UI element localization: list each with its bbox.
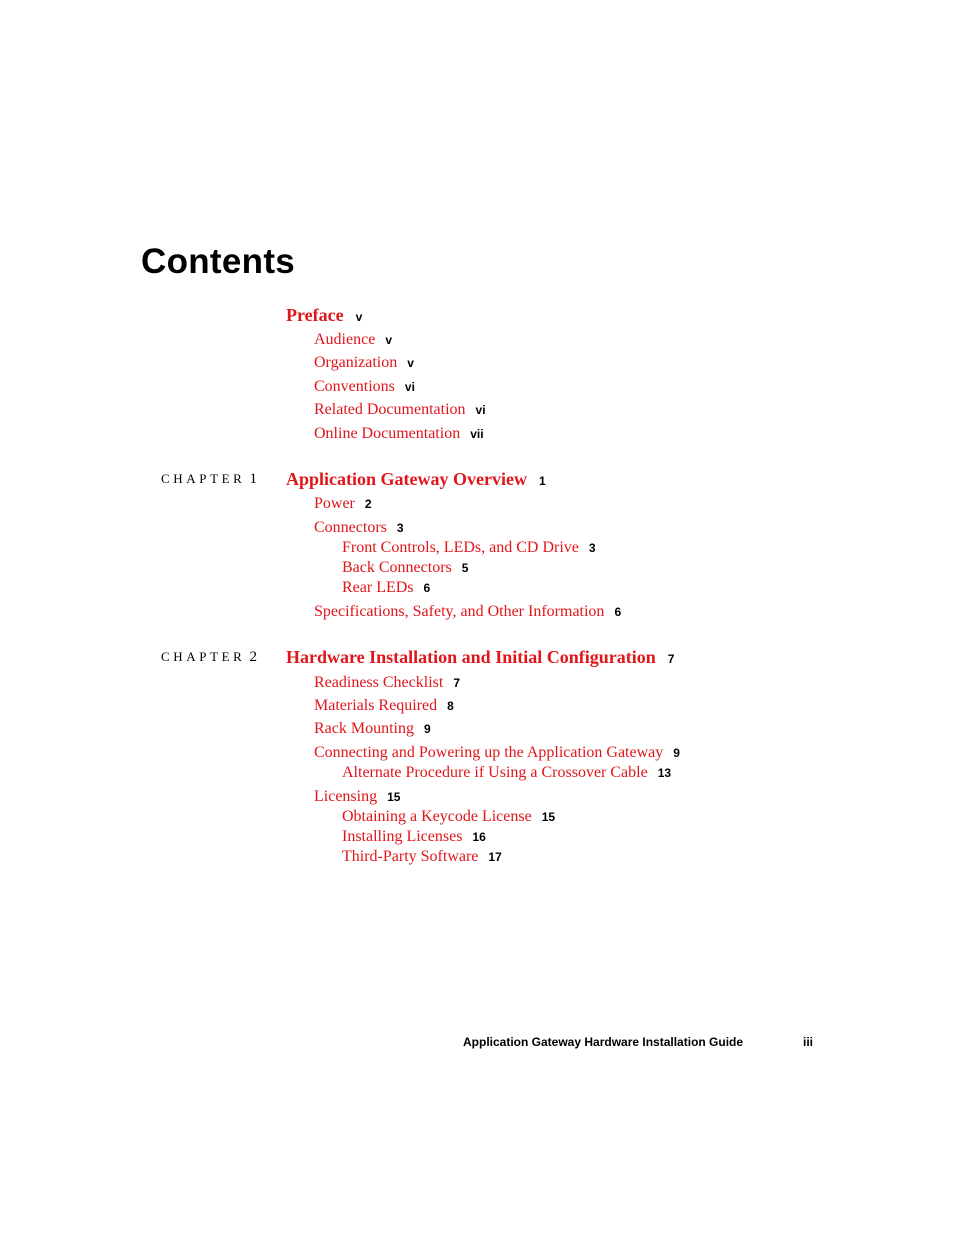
toc-entry-rear-leds[interactable] [342, 578, 430, 598]
toc-link[interactable]: Rear LEDs [342, 579, 414, 596]
toc-link[interactable]: Connecting and Powering up the Application Gateway [314, 744, 664, 761]
page-number: 15 [387, 790, 401, 804]
page-number: 5 [461, 561, 469, 575]
page-number: 9 [673, 746, 680, 760]
chapter-word: CHAPTER [161, 649, 246, 664]
page-number: 1 [538, 474, 546, 488]
toc-entry-chapter-1[interactable] [286, 469, 546, 491]
toc-link[interactable]: Online Documentation [314, 425, 461, 442]
toc-link[interactable]: Front Controls, LEDs, and CD Drive [342, 539, 579, 556]
page-number: 13 [657, 766, 672, 780]
toc-entry-rack-mounting[interactable] [314, 719, 431, 739]
toc-link[interactable]: Obtaining a Keycode License [342, 808, 532, 825]
toc-link[interactable]: Power [314, 495, 355, 512]
toc-entry-connecting-powering[interactable] [314, 743, 680, 763]
toc-entry-third-party-software[interactable] [342, 847, 502, 867]
toc-link[interactable]: Back Connectors [342, 559, 452, 576]
toc-link[interactable]: Connectors [314, 519, 387, 536]
toc-entry-installing-licenses[interactable] [342, 827, 486, 847]
toc-link[interactable]: Third-Party Software [342, 848, 479, 865]
toc-entry-related-documentation[interactable] [314, 400, 486, 420]
page-number: 6 [423, 581, 431, 595]
page-number: 2 [364, 497, 372, 511]
toc-entry-readiness-checklist[interactable] [314, 673, 460, 693]
page-number: v [385, 333, 392, 347]
page-number: vi [475, 403, 486, 417]
toc-link[interactable]: Specifications, Safety, and Other Information [314, 603, 605, 620]
toc-entry-licensing[interactable] [314, 787, 400, 807]
toc-entry-materials-required[interactable] [314, 696, 454, 716]
footer-book-title: Application Gateway Hardware Installation Guide [463, 1035, 744, 1049]
chapter-label-1 [161, 469, 257, 489]
toc-entry-specifications[interactable] [314, 602, 621, 622]
toc-entry-organization[interactable] [314, 353, 414, 373]
chapter-number: 1 [249, 471, 257, 487]
page-number: 8 [447, 699, 454, 713]
toc-entry-online-documentation[interactable] [314, 424, 484, 444]
toc-entry-chapter-2[interactable] [286, 647, 674, 669]
toc-entry-crossover-cable[interactable] [342, 763, 671, 783]
toc-entry-conventions[interactable] [314, 377, 415, 397]
toc-link[interactable]: Installing Licenses [342, 828, 463, 845]
page-number: vi [404, 380, 415, 394]
toc-link[interactable]: Preface [286, 305, 344, 325]
page-number: 7 [453, 676, 460, 690]
chapter-number: 2 [249, 649, 257, 665]
toc-entry-front-controls[interactable] [342, 538, 596, 558]
page-number: 17 [488, 850, 502, 864]
page-number: 7 [667, 652, 675, 666]
page-number: 16 [472, 830, 486, 844]
toc-link[interactable]: Rack Mounting [314, 720, 414, 737]
toc-link[interactable]: Alternate Procedure if Using a Crossover Cable [342, 764, 648, 781]
toc-entry-power[interactable] [314, 494, 372, 514]
toc-link[interactable]: Organization [314, 354, 398, 371]
toc-entry-connectors[interactable] [314, 518, 404, 538]
page-number: 9 [424, 722, 431, 736]
toc-link[interactable]: Licensing [314, 788, 378, 805]
toc-link[interactable]: Audience [314, 331, 376, 348]
chapter-label-2 [161, 647, 257, 667]
toc-link[interactable]: Readiness Checklist [314, 674, 444, 691]
page-number: 15 [541, 810, 556, 824]
toc-entry-preface[interactable] [286, 305, 362, 327]
page-number: 3 [588, 541, 596, 555]
toc-link[interactable]: Conventions [314, 378, 395, 395]
toc-entry-back-connectors[interactable] [342, 558, 468, 578]
toc-link[interactable]: Related Documentation [314, 401, 466, 418]
toc-link[interactable]: Application Gateway Overview [286, 469, 527, 489]
toc-entry-audience[interactable] [314, 330, 392, 350]
page-number: v [407, 356, 414, 370]
page-number: 6 [614, 605, 622, 619]
page-number: vii [470, 427, 484, 441]
footer-page-number: iii [803, 1035, 814, 1049]
page-number: v [355, 310, 363, 324]
toc-link[interactable]: Hardware Installation and Initial Configuration [286, 647, 656, 667]
page-title: Contents [141, 242, 296, 281]
page-number: 3 [396, 521, 404, 535]
toc-entry-keycode-license[interactable] [342, 807, 555, 827]
toc-link[interactable]: Materials Required [314, 697, 438, 714]
chapter-word: CHAPTER [161, 471, 246, 486]
